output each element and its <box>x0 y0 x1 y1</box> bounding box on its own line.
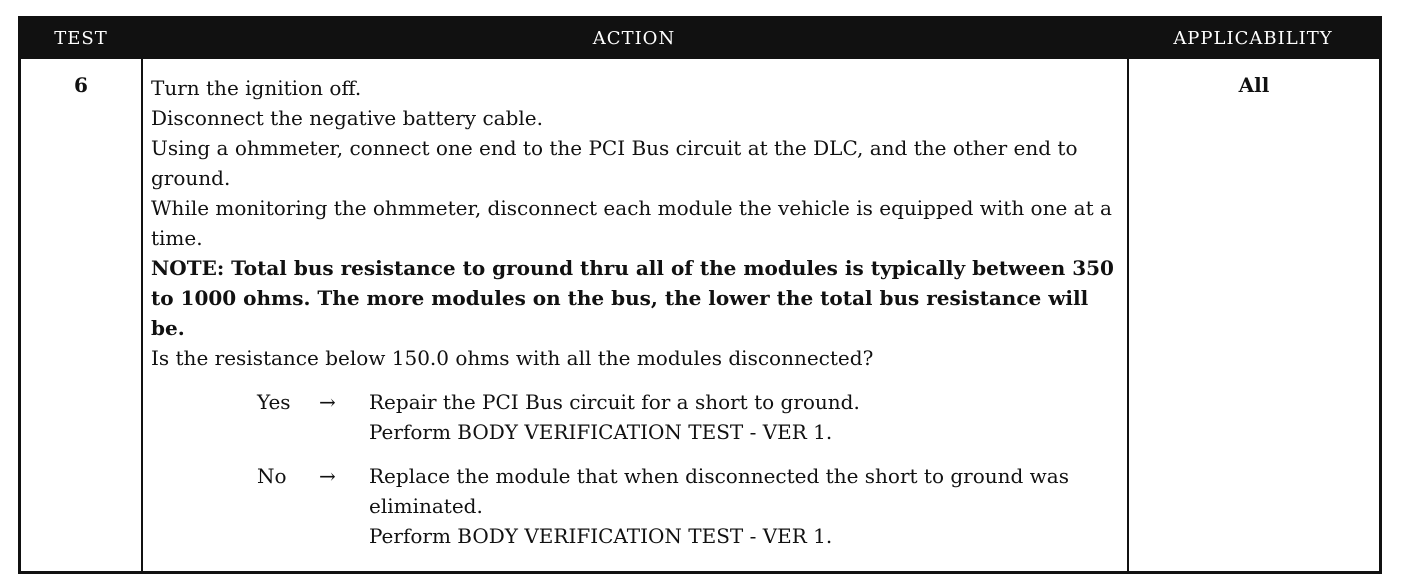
note-text: NOTE: Total bus resistance to ground thru all of the modules is typically between 350 to 1000 ohms. The more modules on the bus, the lower the total bus resistance will be. <box>151 256 1114 340</box>
outcome-line: Perform BODY VERIFICATION TEST - VER 1. <box>369 420 833 444</box>
step-text: While monitoring the ohmmeter, disconnect each module the vehicle is equipped with one at a time. <box>151 196 1112 250</box>
test-number: 6 <box>74 73 88 97</box>
outcome-line: Replace the module that when disconnected the short to ground was eliminated. <box>369 464 1069 518</box>
question-text: Is the resistance below 150.0 ohms with all the modules disconnected? <box>151 346 874 370</box>
arrow-right-icon: → <box>319 390 336 414</box>
step-text: Disconnect the negative battery cable. <box>151 106 543 130</box>
yes-branch <box>151 387 1123 447</box>
step-text: Using a ohmmeter, connect one end to the PCI Bus circuit at the DLC, and the other end to ground. <box>151 136 1078 190</box>
applicability-value: All <box>1238 73 1270 97</box>
column-divider <box>141 59 143 571</box>
no-branch <box>151 461 1123 551</box>
header-applicability: APPLICABILITY <box>1173 28 1333 49</box>
yes-outcome <box>369 387 1123 447</box>
no-label: No <box>257 464 287 488</box>
diagnostic-table <box>18 16 1382 574</box>
table-header <box>21 19 1379 59</box>
step-text: Turn the ignition off. <box>151 76 362 100</box>
outcome-line: Repair the PCI Bus circuit for a short to ground. <box>369 390 860 414</box>
header-test: TEST <box>54 28 108 49</box>
outcome-line: Perform BODY VERIFICATION TEST - VER 1. <box>369 524 833 548</box>
column-divider <box>1127 59 1129 571</box>
action-cell <box>151 59 1123 551</box>
header-action: ACTION <box>592 28 676 49</box>
no-outcome <box>369 461 1123 551</box>
arrow-right-icon: → <box>319 464 336 488</box>
yes-label: Yes <box>257 390 291 414</box>
